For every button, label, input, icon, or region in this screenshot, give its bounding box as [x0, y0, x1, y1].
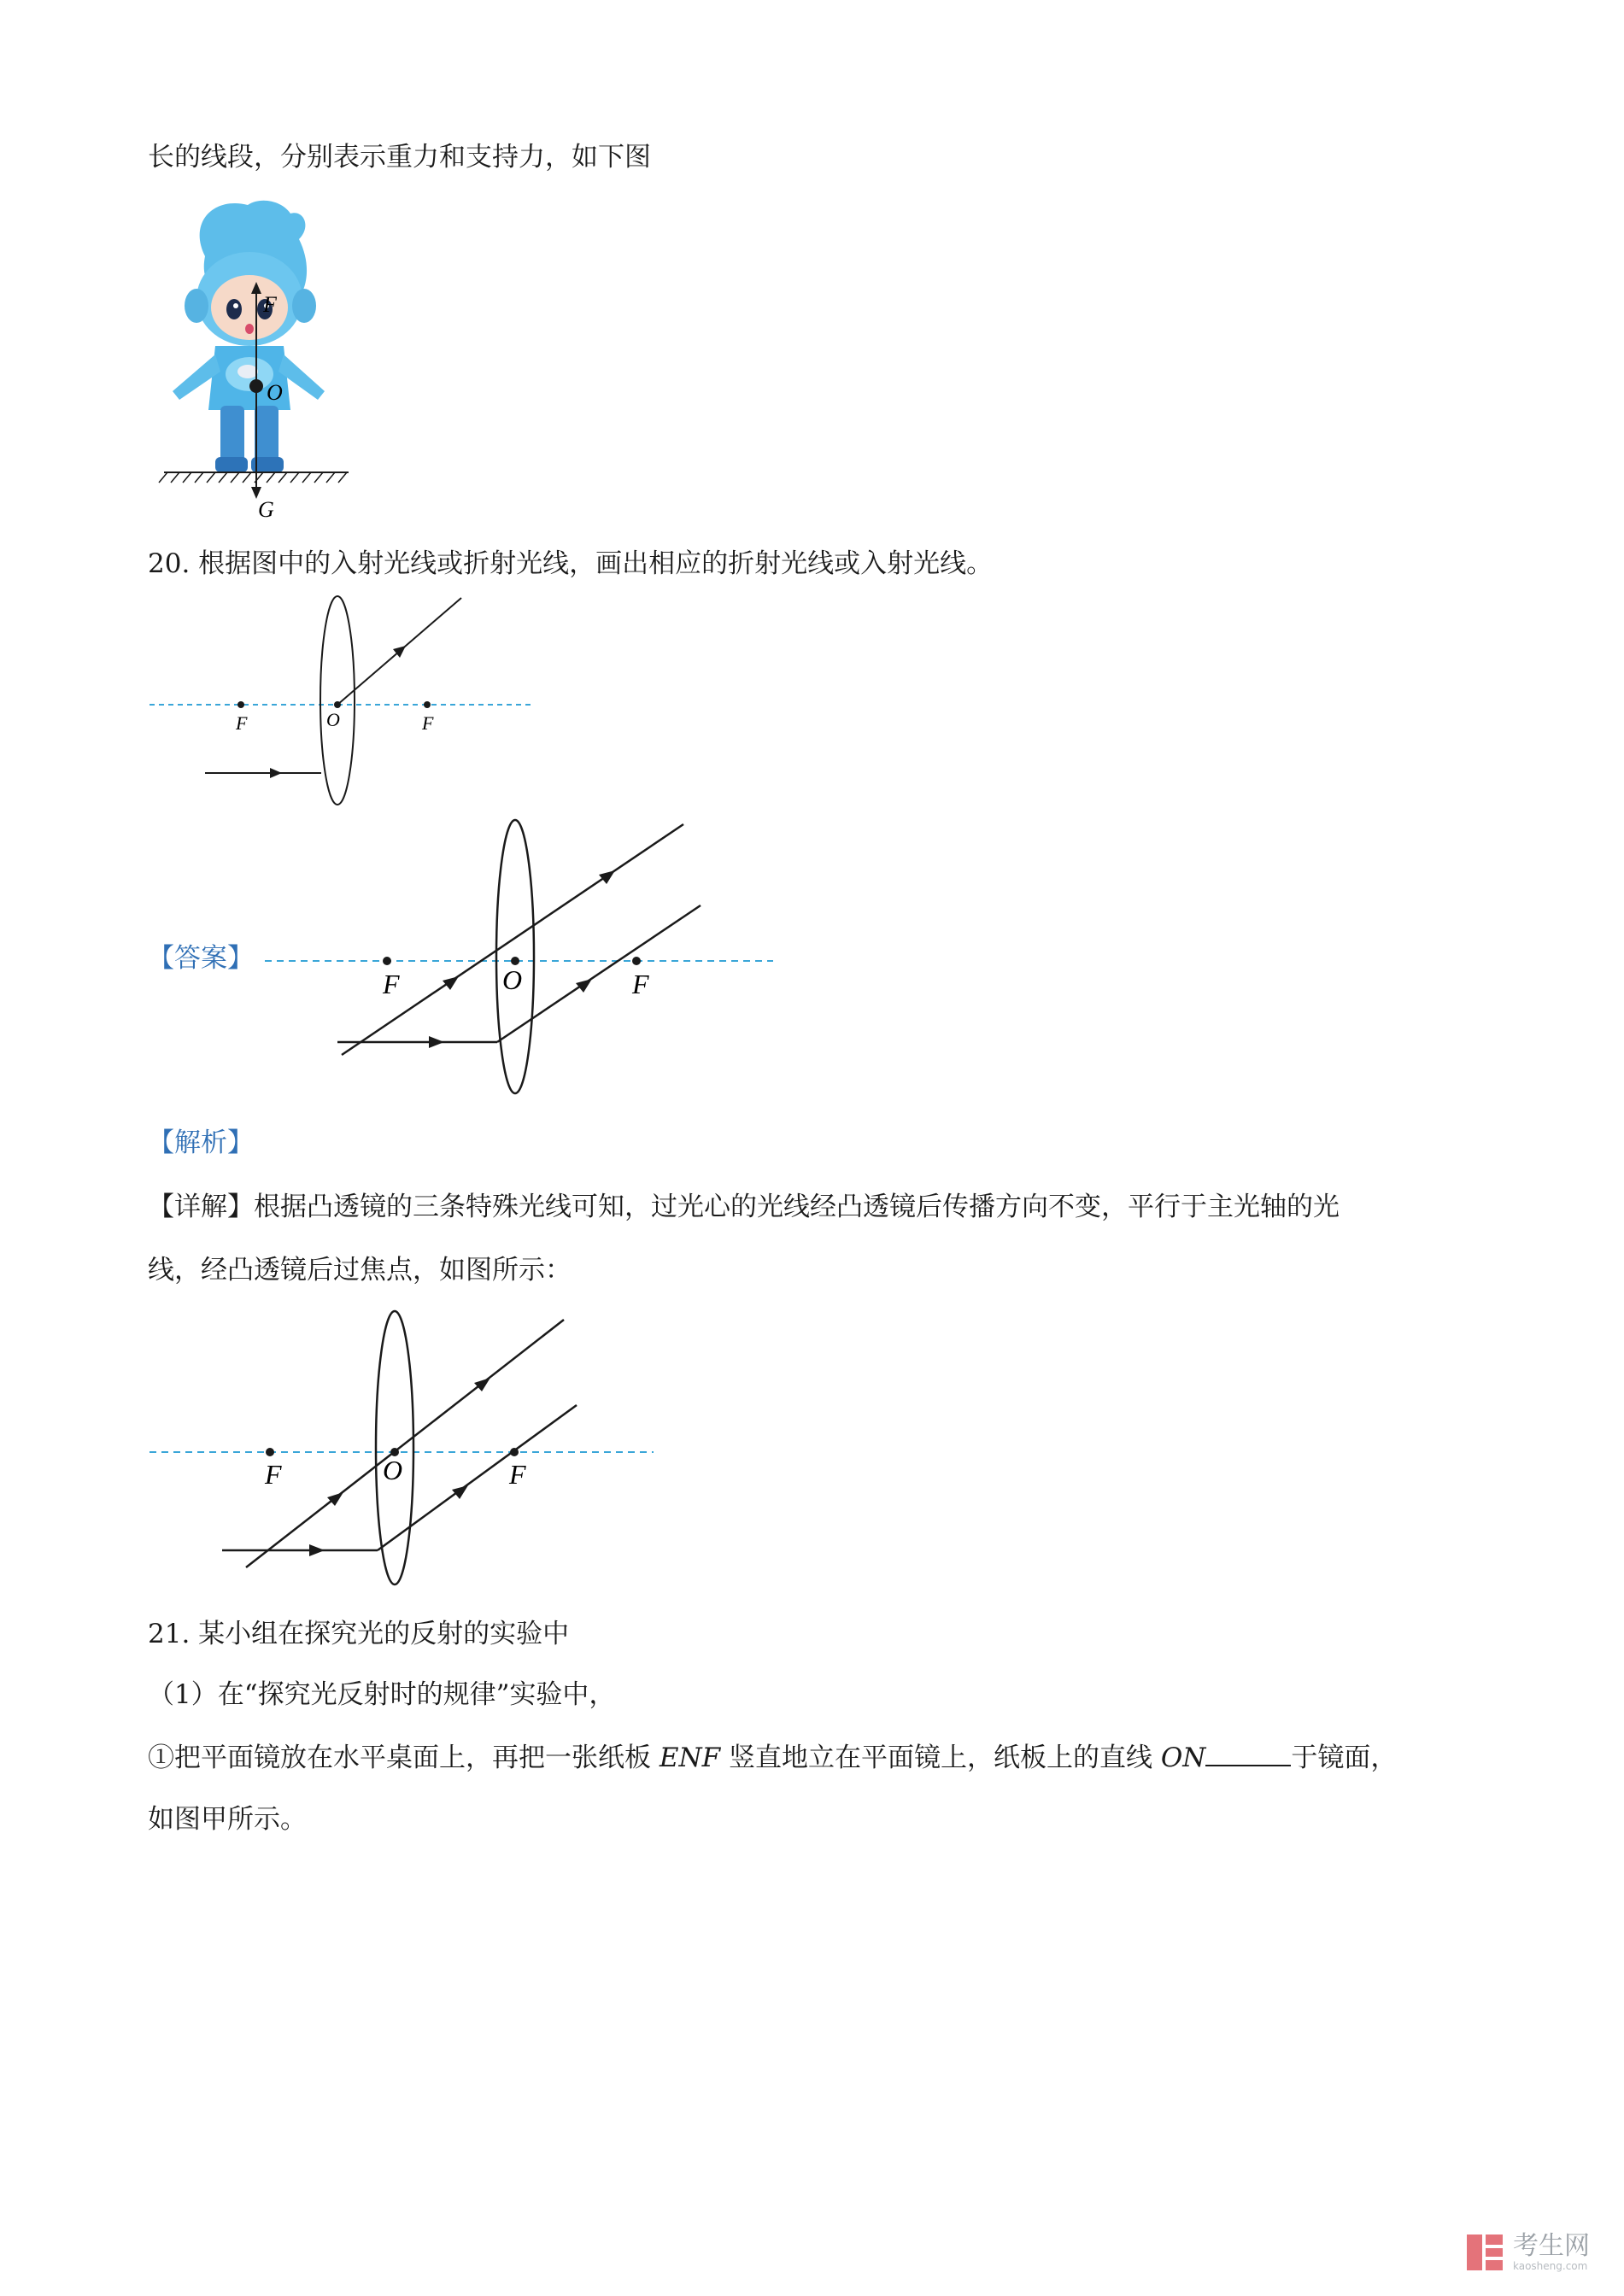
label-F-left: F: [265, 1459, 282, 1490]
q21-sub1: （1）在“探究光反射时的规律”实验中，: [148, 1679, 616, 1710]
q20-detail-diagram: [145, 1303, 658, 1593]
detail-line-2: 线，经凸透镜后过焦点，如图所示：: [148, 1255, 572, 1286]
q21-item1-line2: 如图甲所示。: [148, 1804, 307, 1835]
item1-on: ON: [1160, 1742, 1206, 1773]
label-G: G: [258, 497, 274, 522]
q20-answer-diagram: [256, 811, 786, 1102]
convex-lens: [320, 596, 355, 805]
answer-blank: [1205, 1742, 1291, 1766]
refracted-ray-through-focus: [497, 905, 701, 1042]
detail-text-1: 根据凸透镜的三条特殊光线可知，过光心的光线经凸透镜后传播方向不变，平行于主光轴的光: [254, 1192, 1340, 1222]
item1-pre: ①把平面镜放在水平桌面上，再把一张纸板: [148, 1742, 660, 1773]
label-O: O: [267, 380, 283, 405]
ray-through-center-arrow-out: [474, 1378, 490, 1391]
focus-right-point: [632, 957, 641, 965]
focus-left-point: [383, 957, 391, 965]
q20-question: 20. 根据图中的入射光线或折射光线，画出相应的折射光线或入射光线。: [148, 548, 994, 579]
label-F-left: F: [383, 969, 400, 999]
q21-title: 21. 某小组在探究光的反射的实验中: [148, 1619, 570, 1649]
label-F-right: F: [422, 712, 434, 734]
label-F-right: F: [509, 1459, 526, 1490]
ray-through-center-arrow-in: [443, 976, 459, 990]
item1-post: 于镜面，: [1291, 1742, 1398, 1773]
watermark-sub: kaosheng.com: [1513, 2260, 1588, 2272]
ray-through-center-arrow-in: [327, 1492, 343, 1506]
ground-hatch: [159, 472, 347, 483]
label-F: F: [263, 292, 277, 317]
label-F-left: F: [236, 712, 248, 734]
label-F-right: F: [632, 969, 649, 999]
label-O: O: [383, 1455, 403, 1485]
label-O: O: [502, 964, 523, 995]
refracted-ray-arrowhead: [452, 1485, 468, 1499]
focus-left-point: [237, 701, 244, 708]
detail-line-1: [148, 1190, 1340, 1224]
ray-through-center: [342, 824, 683, 1055]
ray-through-center-arrow-out: [599, 870, 615, 884]
label-O: O: [326, 709, 340, 730]
q21-item1-line1: [148, 1741, 1397, 1775]
watermark-logo-icon: [1465, 2233, 1504, 2272]
watermark-text: 考生网: [1513, 2231, 1590, 2261]
q20-problem-diagram: [145, 589, 555, 811]
incident-ray-arrowhead: [309, 1544, 325, 1556]
item1-enf: ENF: [659, 1742, 721, 1773]
refracted-ray-through-focus: [378, 1405, 577, 1550]
mascot-force-diagram: [154, 196, 367, 530]
focus-left-point: [266, 1448, 274, 1456]
center-of-gravity-point: [249, 379, 263, 393]
q19-text-line: 长的线段，分别表示重力和支持力，如下图: [148, 142, 651, 173]
focus-right-point: [424, 701, 431, 708]
item1-mid: 竖直地立在平面镜上，纸板上的直线: [720, 1742, 1161, 1773]
refracted-ray-arrowhead: [576, 979, 592, 993]
incident-ray-arrowhead: [429, 1036, 444, 1048]
detail-tag: 【详解】: [148, 1192, 254, 1222]
analysis-tag: 【解析】: [148, 1128, 254, 1158]
incident-ray-arrowhead: [270, 768, 282, 778]
answer-tag: 【答案】: [148, 943, 254, 974]
mascot-figure: [173, 201, 325, 472]
watermark: [1465, 2233, 1590, 2272]
